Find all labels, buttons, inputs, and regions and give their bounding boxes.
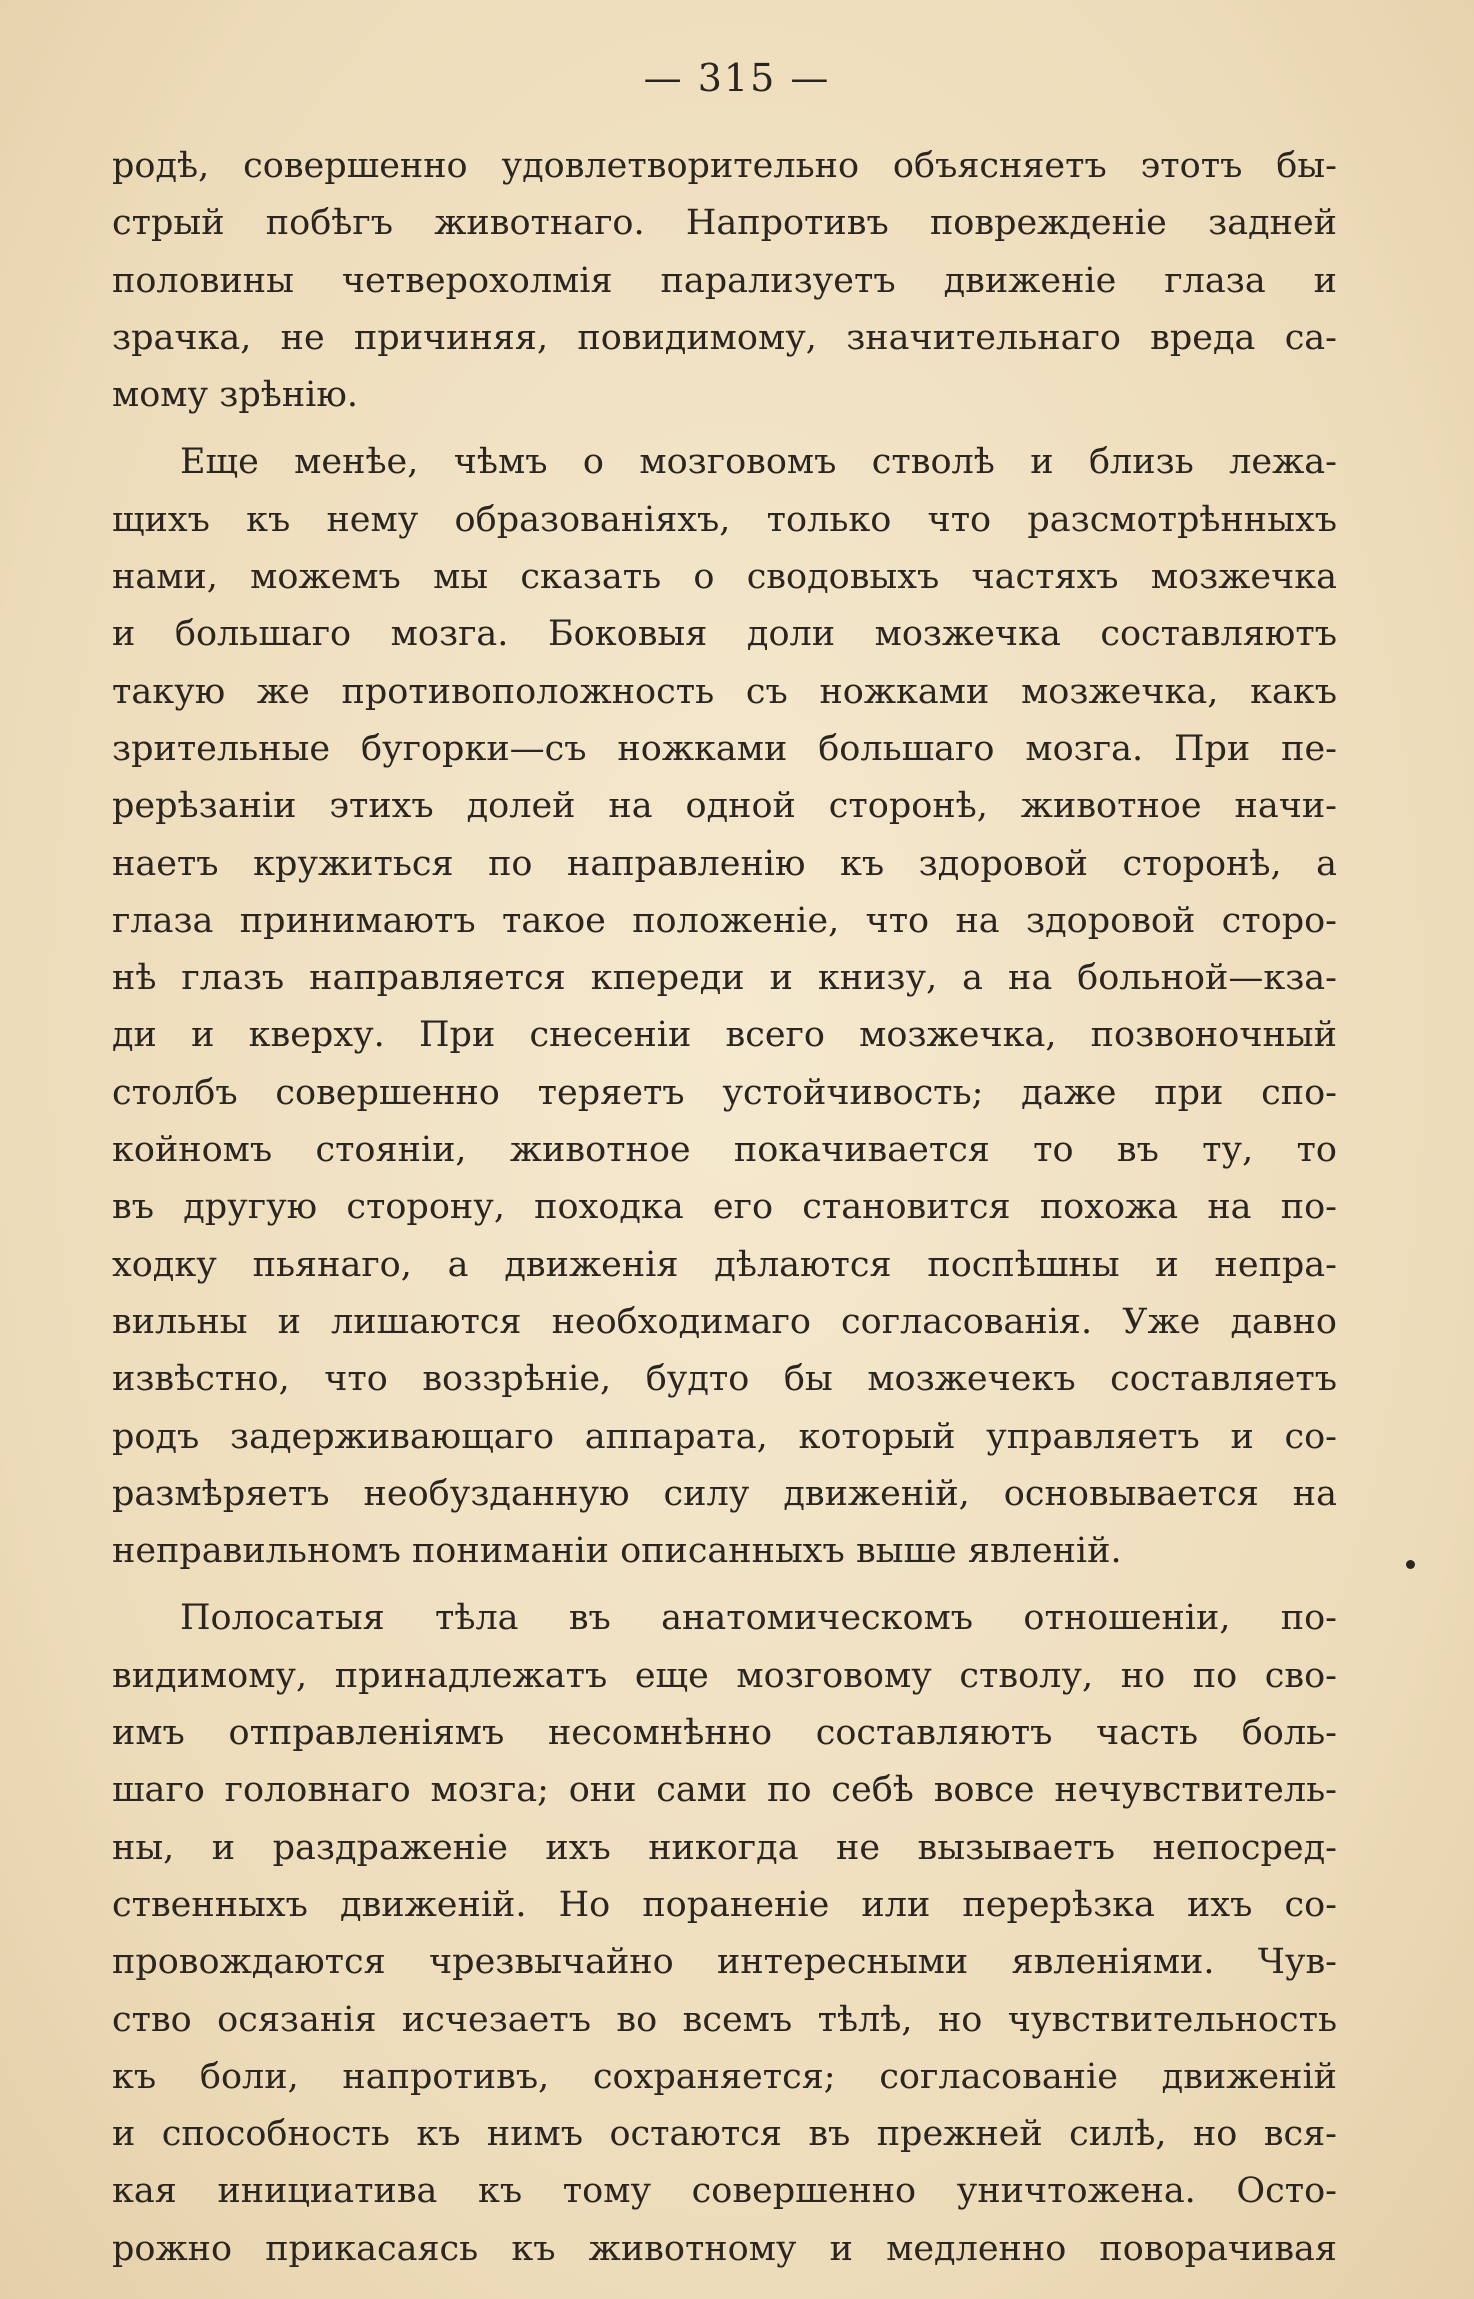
page-text xyxy=(112,138,1337,2278)
text-line: нами, можемъ мы сказать о сводовыхъ частяхъ мозжечка xyxy=(112,557,1337,598)
text-line: ство осязанія исчезаетъ во всемъ тѣлѣ, но чувствительность xyxy=(112,1999,1337,2040)
text-line: рерѣзаніи этихъ долей на одной сторонѣ, животное начи- xyxy=(112,786,1337,827)
text-line: Полосатыя тѣла въ анатомическомъ отношеніи, по- xyxy=(180,1598,1337,1639)
text-line: къ боли, напротивъ, сохраняется; согласованіе движеній xyxy=(112,2056,1337,2097)
text-line: такую же противоположность съ ножками мозжечка, какъ xyxy=(112,671,1337,712)
text-line: наетъ кружиться по направленію къ здоровой сторонѣ, а xyxy=(112,843,1337,884)
paragraph xyxy=(112,434,1337,1580)
text-line: извѣстно, что воззрѣніе, будто бы мозжечекъ составляетъ xyxy=(112,1359,1337,1400)
text-line: въ другую сторону, походка его становится похожа на по- xyxy=(112,1187,1337,1228)
text-line: рожно прикасаясь къ животному и медленно поворачивая xyxy=(112,2228,1337,2269)
text-line: провождаются чрезвычайно интересными явленіями. Чув- xyxy=(112,1942,1337,1983)
page-number: — 315 — xyxy=(643,56,831,100)
text-line: размѣряетъ необузданную силу движеній, основывается на xyxy=(112,1473,1337,1514)
text-line: половины четверохолмія парализуетъ движеніе глаза и xyxy=(112,260,1337,301)
text-line: вильны и лишаются необходимаго согласованія. Уже давно xyxy=(112,1301,1337,1342)
text-line: столбъ совершенно теряетъ устойчивость; даже при спо- xyxy=(112,1072,1337,1113)
text-line: глаза принимаютъ такое положеніе, что на здоровой сторо- xyxy=(112,900,1337,941)
text-line: нѣ глазъ направляется кпереди и книзу, а на больной—кза- xyxy=(112,958,1337,999)
ink-speck xyxy=(1406,1560,1415,1569)
text-line: и способность къ нимъ остаются въ прежней силѣ, но вся- xyxy=(112,2114,1337,2155)
text-line: ходку пьянаго, а движенія дѣлаются поспѣшны и непра- xyxy=(112,1244,1337,1285)
text-line: стрый побѣгъ животнаго. Напротивъ поврежденіе задней xyxy=(112,203,1337,244)
paragraph xyxy=(112,1590,1337,2278)
text-line: ны, и раздраженіе ихъ никогда не вызываетъ непосред- xyxy=(112,1827,1337,1868)
paragraph xyxy=(112,138,1337,424)
text-line: Еще менѣе, чѣмъ о мозговомъ стволѣ и близь лежа- xyxy=(180,442,1337,483)
text-line: видимому, принадлежатъ еще мозговому стволу, но по сво- xyxy=(112,1655,1337,1696)
text-line: койномъ стояніи, животное покачивается то въ ту, то xyxy=(112,1130,1337,1171)
text-line: кая инициатива къ тому совершенно уничтожена. Осто- xyxy=(112,2171,1337,2212)
text-line: зрачка, не причиняя, повидимому, значительнаго вреда са- xyxy=(112,317,1337,358)
text-line: зрительные бугорки—съ ножками большаго мозга. При пе- xyxy=(112,728,1337,769)
text-line: и большаго мозга. Боковыя доли мозжечка составляютъ xyxy=(112,614,1337,655)
text-line: родъ задерживающаго аппарата, который управляетъ и со- xyxy=(112,1416,1337,1457)
text-line: мому зрѣнію. xyxy=(112,375,358,416)
text-line: ственныхъ движеній. Но пораненіе или перерѣзка ихъ со- xyxy=(112,1884,1337,1925)
text-line: щихъ къ нему образованіяхъ, только что разсмотрѣнныхъ xyxy=(112,499,1337,540)
text-line: родѣ, совершенно удовлетворительно объясняетъ этотъ бы- xyxy=(112,146,1337,186)
text-line: ди и кверху. При снесеніи всего мозжечка, позвоночный xyxy=(112,1015,1337,1056)
text-line: неправильномъ пониманіи описанныхъ выше явленій. xyxy=(112,1531,1122,1572)
text-line: шаго головнаго мозга; они сами по себѣ вовсе нечувствитель- xyxy=(112,1770,1337,1811)
text-line: имъ отправленіямъ несомнѣнно составляютъ часть боль- xyxy=(112,1713,1337,1754)
